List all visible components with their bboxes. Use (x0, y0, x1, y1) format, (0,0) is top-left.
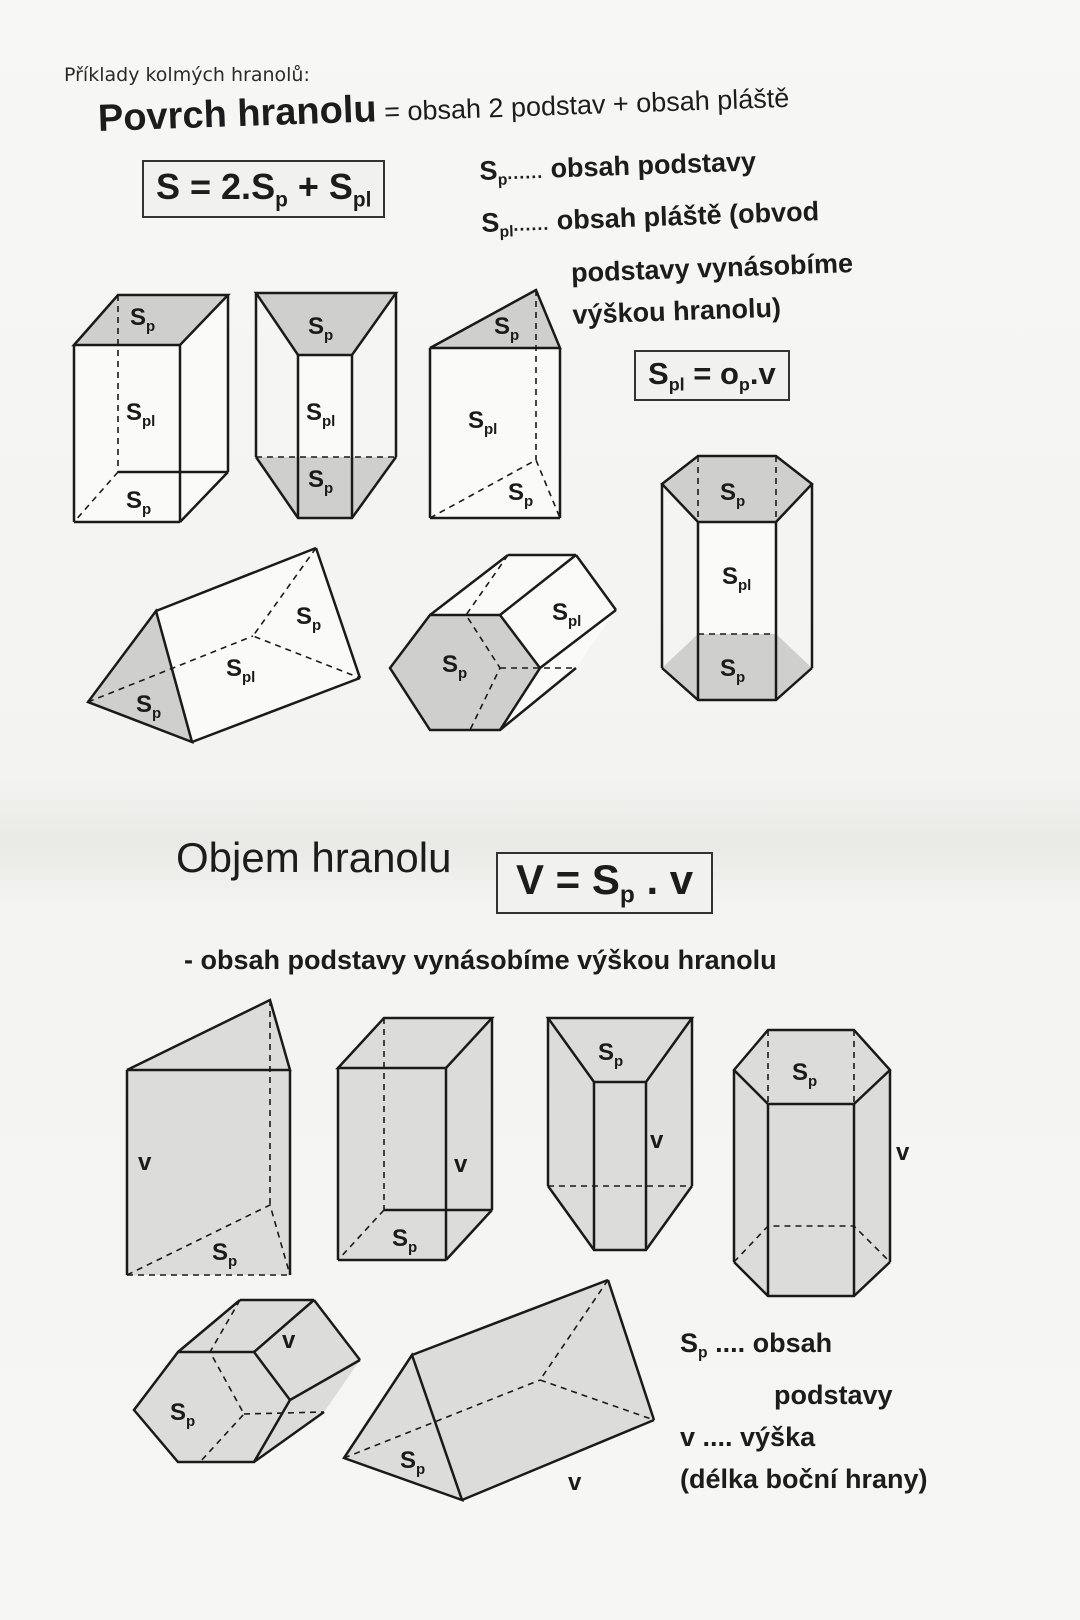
svg-text:Sp: $S_p$ (442, 651, 468, 682)
intro-text: Příklady kolmých hranolů: (64, 64, 310, 86)
legend-text: obsah podstavy (542, 146, 757, 184)
volume-description: - obsah podstavy vynásobíme výškou hranolu (184, 945, 777, 975)
legend-line-cont: (délka boční hrany) (680, 1464, 928, 1495)
svg-text:Spl: $S_{pl}$ (226, 655, 256, 686)
svg-text:Sp: $S_p$ (212, 1239, 238, 1270)
svg-text:Spl: $S_{pl}$ (468, 407, 498, 438)
formula-subscript: p (275, 188, 288, 212)
label-lateral: $S_{pl}$ (126, 399, 156, 430)
surface-title-definition: = obsah 2 podstav + obsah pláště (376, 82, 790, 128)
symbol: S (480, 207, 500, 239)
figure-rectangular-prism (74, 295, 228, 522)
svg-text:Spl: $S_{pl}$ (306, 399, 336, 430)
svg-text:v: v (896, 1139, 910, 1166)
svg-text:Spl: $S_{pl}$ (722, 563, 752, 594)
svg-text:Sp: $S_p$ (392, 1225, 418, 1256)
legend-line-cont: podstavy vynásobíme (570, 248, 854, 288)
svg-text:Sp: $S_p$ (508, 479, 534, 510)
symbol: S (680, 1328, 699, 1358)
symbol-subscript: p (497, 171, 508, 189)
svg-text:Sp: $S_p$ (598, 1039, 624, 1070)
legend-line-cont: podstavy (774, 1380, 893, 1411)
formula-subscript: pl (352, 188, 372, 212)
legend-text: obsah pláště (obvod (548, 196, 820, 237)
dots: ...... (512, 214, 550, 236)
svg-text:v: v (138, 1149, 152, 1176)
formula-part: . v (634, 856, 694, 903)
svg-text:v: v (282, 1327, 296, 1354)
figure-vol-hexagonal-prism (734, 1030, 910, 1296)
figure-vol-rectangular-prism (338, 1018, 492, 1260)
label-base: $S_p$ (130, 304, 156, 335)
symbol-subscript: pl (499, 223, 514, 242)
svg-text:Sp: $S_p$ (792, 1059, 818, 1090)
svg-text:Sp: $S_p$ (400, 1447, 426, 1478)
surface-title-bold: Povrch hranolu (97, 88, 378, 140)
formula-part: + S (287, 166, 353, 207)
formula-part: S = 2.S (156, 166, 276, 207)
symbol-subscript: p (698, 1344, 708, 1362)
formula-part: .v (749, 356, 776, 391)
svg-text:Sp: $S_p$ (296, 603, 322, 634)
legend-line-height: v .... výška (680, 1422, 816, 1453)
svg-text:Sp: $S_p$ (136, 691, 162, 722)
svg-text:Sp: $S_p$ (720, 655, 746, 686)
svg-text:v: v (454, 1151, 468, 1178)
svg-text:Sp: $S_p$ (494, 313, 520, 344)
volume-title: Objem hranolu (176, 834, 452, 881)
svg-text:Sp: $S_p$ (170, 1399, 196, 1430)
symbol: S (478, 155, 498, 187)
formula-part: V = S (516, 856, 620, 903)
formula-subscript: pl (668, 374, 685, 395)
svg-text:Sp: $S_p$ (720, 479, 746, 510)
dots: ...... (506, 161, 544, 184)
svg-text:Spl: $S_{pl}$ (552, 599, 582, 630)
figure-triangular-prism-lying (88, 548, 360, 742)
figure-hexagonal-prism-lying (390, 555, 616, 730)
formula-subscript: p (738, 374, 750, 395)
formula-part: = o (684, 356, 739, 391)
label-base: $S_p$ (126, 487, 152, 518)
svg-text:Sp: $S_p$ (308, 313, 334, 344)
svg-text:Sp: $S_p$ (308, 466, 334, 497)
legend-line-cont: výškou hranolu) (571, 292, 782, 330)
svg-text:v: v (650, 1127, 664, 1154)
figure-trapezoid-prism (256, 293, 396, 518)
figure-vol-hexagonal-prism-lying (134, 1300, 360, 1462)
formula-part: S (648, 356, 669, 391)
figure-vol-triangular-prism-lying (344, 1280, 654, 1500)
figure-triangular-prism (430, 290, 560, 518)
figure-hexagonal-prism (662, 456, 812, 700)
figure-vol-trapezoid-prism (548, 1018, 692, 1250)
svg-text:v: v (568, 1469, 582, 1496)
legend-text: .... obsah (707, 1328, 833, 1358)
figure-vol-triangular-prism (127, 1000, 290, 1275)
formula-subscript: p (619, 881, 635, 909)
